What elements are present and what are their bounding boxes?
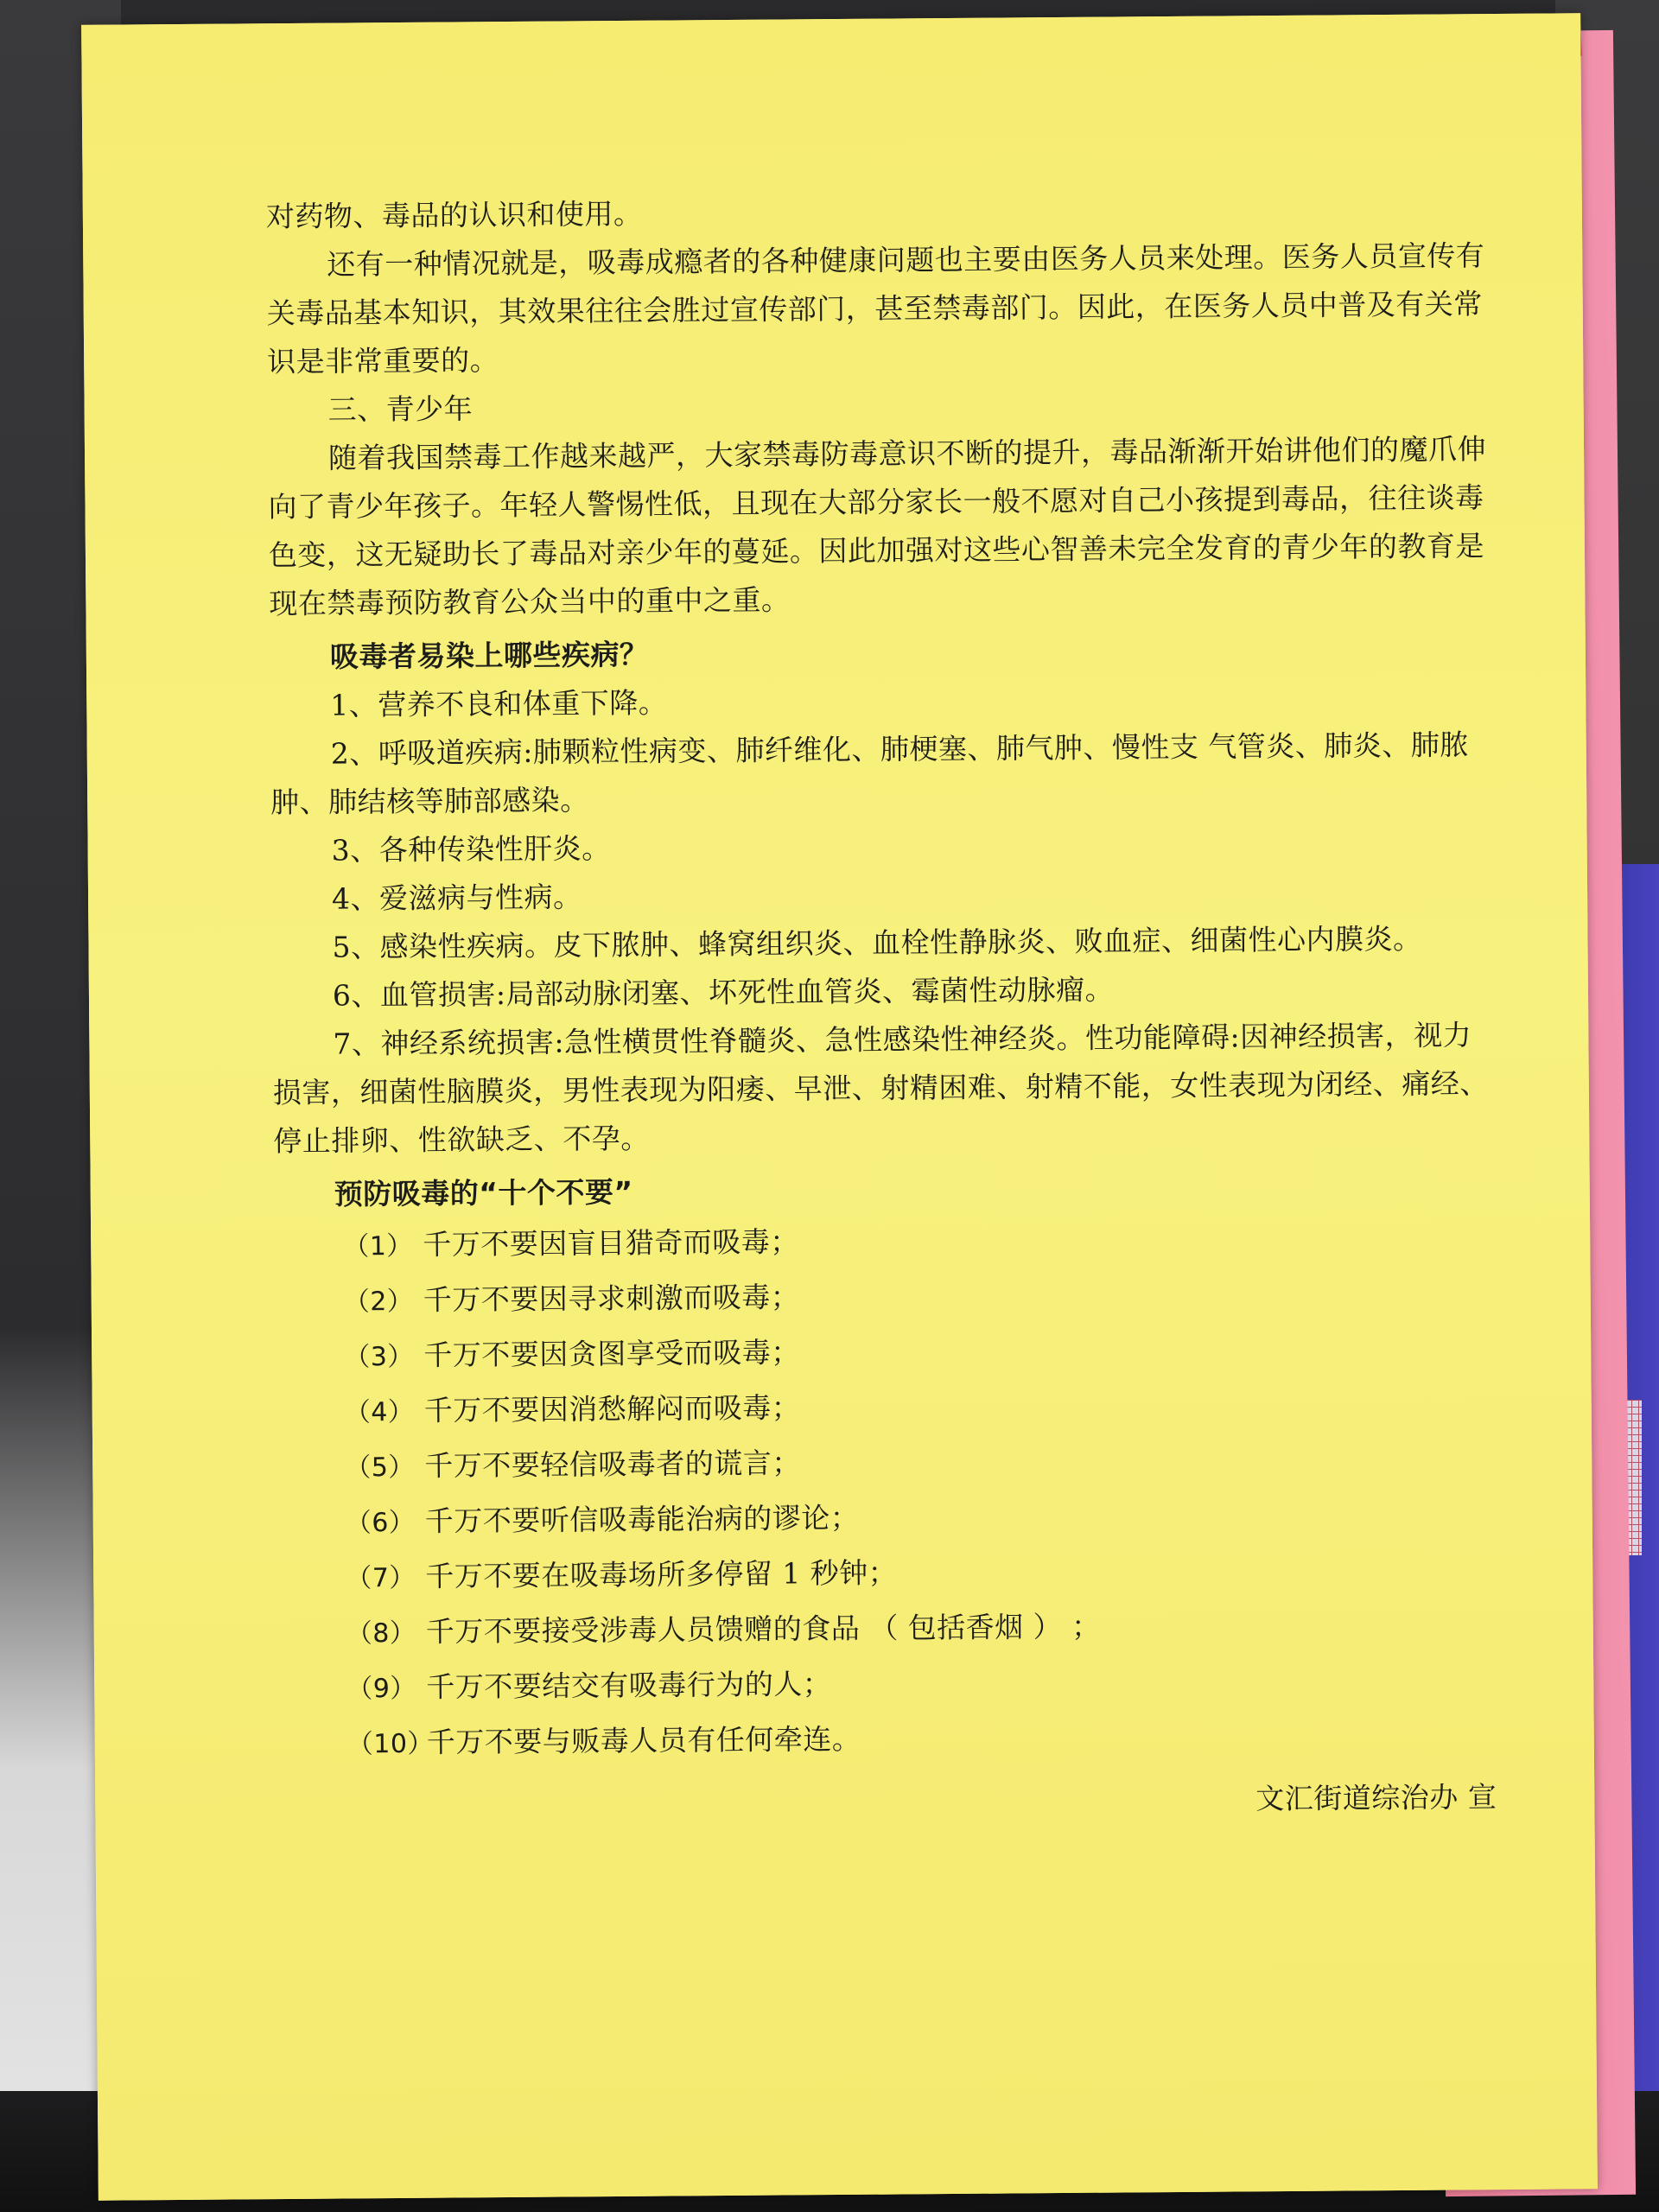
rule-item	[276, 1431, 1494, 1496]
rule-text: 千万不要因盲目猎奇而吸毒；	[423, 1224, 799, 1262]
rule-item	[274, 1210, 1492, 1274]
rules-list	[274, 1210, 1497, 1772]
rule-text: 千万不要结交有吸毒行为的人；	[426, 1667, 832, 1704]
rule-text: 千万不要与贩毒人员有任何牵连。	[426, 1721, 861, 1759]
section-title-youth: 三、青少年	[327, 391, 474, 427]
disease-item: 3、各种传染性肝炎。	[331, 831, 611, 868]
disease-item: 7、神经系统损害:急性横贯性脊髓炎、急性感染性神经炎。性功能障碍:因神经损害，视力损害，细菌性脑膜炎，男性表现为阳痿、早泄、射精困难、射精不能，女性表现为闭经、痛经、停止排卵、性欲缺乏、不孕。	[272, 1018, 1489, 1159]
rule-item	[277, 1652, 1496, 1717]
rule-item	[275, 1265, 1493, 1330]
rule-number: （6）	[345, 1507, 416, 1539]
rule-text: 千万不要听信吸毒能治病的谬论；	[424, 1500, 860, 1538]
rule-number: （3）	[344, 1341, 414, 1373]
rule-number: （8）	[346, 1618, 416, 1649]
rule-item	[277, 1597, 1496, 1662]
intro-line: 对药物、毒品的认识和使用。	[265, 196, 643, 234]
rule-text: 千万不要接受涉毒人员馈赠的食品 （ 包括香烟 ） ；	[425, 1609, 1101, 1649]
rule-number: （7）	[346, 1562, 416, 1594]
disease-item: 1、营养不良和体重下降。	[330, 685, 668, 722]
paragraph-youth: 随着我国禁毒工作越来越严，大家禁毒防毒意识不断的提升，毒品渐渐开始讲他们的魔爪伸向了青少年孩子。年轻人警惕性低，且现在大部分家长一般不愿对自己小孩提到毒品，往往谈毒色变，这无疑助长了毒品对亲少年的蔓延。因此加强对这些心智善未完全发育的青少年的教育是现在禁毒预防教育公众当中的重中之重。	[268, 432, 1487, 621]
signature: 文汇街道综治办 宣	[1255, 1780, 1497, 1816]
yellow-flyer	[81, 13, 1598, 2201]
rule-item	[276, 1486, 1495, 1551]
rule-text: 千万不要因消愁解闷而吸毒；	[423, 1390, 801, 1427]
rule-text: 千万不要因寻求刺激而吸毒；	[423, 1280, 800, 1317]
rule-item	[278, 1707, 1497, 1772]
rule-text: 千万不要轻信吸毒者的谎言；	[424, 1446, 801, 1483]
rule-text: 千万不要在吸毒场所多停留 1 秒钟；	[425, 1555, 898, 1593]
rule-number: （9）	[346, 1673, 417, 1705]
diseases-list	[270, 672, 1491, 1166]
rule-number: （10）	[346, 1728, 435, 1760]
rule-item	[276, 1541, 1495, 1606]
rule-number: （2）	[343, 1286, 414, 1318]
rule-number: （4）	[344, 1396, 415, 1428]
rules-heading: 预防吸毒的“十个不要”	[334, 1174, 633, 1211]
rule-text: 千万不要因贪图享受而吸毒；	[423, 1335, 800, 1372]
disease-item: 4、爱滋病与性病。	[331, 880, 582, 916]
paragraph-medical: 还有一种情况就是，吸毒成瘾者的各种健康问题也主要由医务人员来处理。医务人员宣传有关毒品基本知识，其效果往往会胜过宣传部门，甚至禁毒部门。因此，在医务人员中普及有关常识是非常重要的。	[266, 238, 1485, 379]
rule-number: （5）	[345, 1452, 415, 1484]
rule-number: （1）	[343, 1230, 413, 1262]
disease-item: 6、血管损害:局部动脉闭塞、坏死性血管炎、霉菌性动脉瘤。	[332, 972, 1115, 1013]
diseases-heading: 吸毒者易染上哪些疾病？	[329, 637, 649, 674]
rule-item	[276, 1376, 1494, 1440]
disease-item: 5、感染性疾病。皮下脓肿、蜂窝组织炎、血栓性静脉炎、败血症、细菌性心内膜炎。	[332, 921, 1422, 964]
rule-item	[275, 1320, 1493, 1385]
flyer-content	[266, 183, 1497, 1831]
disease-item: 2、呼吸道疾病:肺颗粒性病变、肺纤维化、肺梗塞、肺气肿、慢性支 气管炎、肺炎、肺脓肿、肺结核等肺部感染。	[270, 728, 1469, 820]
